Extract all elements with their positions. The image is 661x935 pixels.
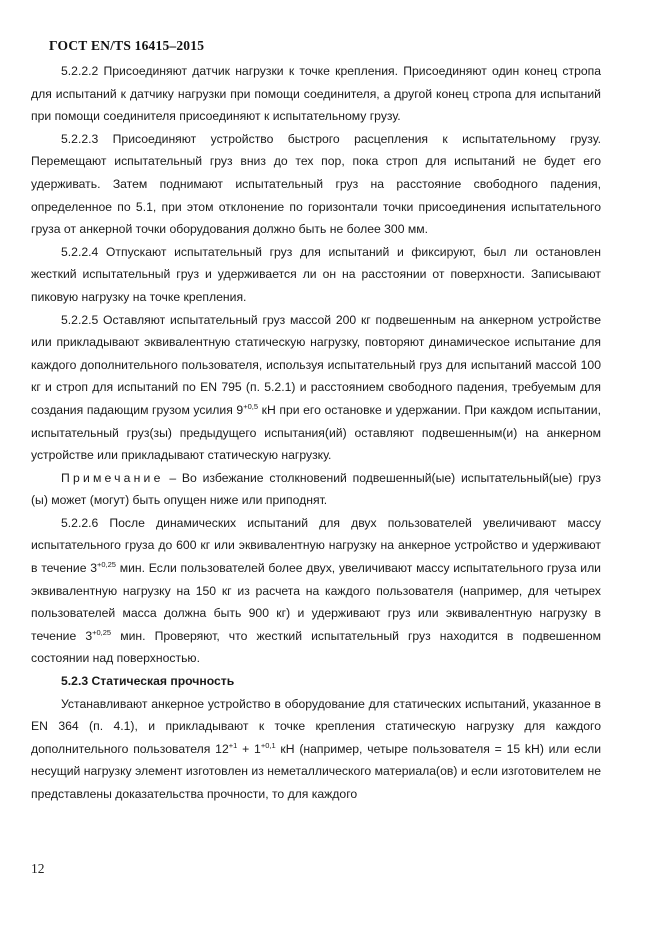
tolerance-superscript: +0,25	[92, 627, 112, 637]
note	[31, 467, 601, 512]
clause-5-2-2-3: 5.2.2.3 Присоединяют устройство быстрого расцепления к испытательному грузу. Перемещают испытательный груз вниз до тех пор, пока строп для испытаний не будет его удерживать. Затем поднимают испытательный груз на расстояние свободного падения, определенное по 5.1, при этом отклонение по горизонтали точки присоединения испытательного груза от анкерной точки оборудования должно быть не более 300 мм.	[31, 131, 601, 237]
note-label: Примечание	[61, 470, 164, 485]
page-number: 12	[31, 861, 45, 876]
section-heading-5-2-3: 5.2.3 Статическая прочность	[61, 674, 235, 689]
clause-text: 5.2.2.6 После динамических испытаний для двух пользователей увеличивают массу испытательного груза до 600 кг или эквивалентную нагрузку на анкерное устройство и удерживают в течение 3	[31, 515, 601, 576]
document-header: ГОСТ EN/TS 16415–2015	[49, 38, 205, 53]
clause-5-2-2-5	[31, 309, 601, 467]
note-text: – Во избежание столкновений подвешенный(ые) испытательный(ые) груз (ы) может (могут) быть опущен ниже или приподнят.	[31, 470, 601, 508]
clause-text: + 1	[237, 741, 261, 756]
tolerance-superscript: +0,5	[243, 401, 259, 411]
clause-text: мин. Проверяют, что жесткий испытательный груз находится в подвешенном состоянии над поверхностью.	[31, 628, 601, 666]
clause-text: кН при его остановке и удержании. При каждом испытании, испытательный груз(зы) предыдущего испытания(ий) оставляют подвешенным(и) на анкерном устройстве или прикладывают статическую нагрузку.	[31, 402, 601, 463]
tolerance-superscript: +0,25	[97, 560, 116, 570]
document-body	[31, 60, 601, 806]
clause-text: Устанавливают анкерное устройство в оборудование для статических испытаний, указанное в EN 364 (п. 4.1), и прикладывают к точке крепления статическую нагрузку для каждого дополнительного пользователя 12	[31, 696, 601, 756]
clause-5-2-2-2: 5.2.2.2 Присоединяют датчик нагрузки к точке крепления. Присоединяют один конец стропа для испытаний к датчику нагрузки при помощи соединителя, а другой конец стропа для испытаний при помощи соединителя присоединяют к испытательному грузу.	[31, 64, 601, 124]
clause-text: кН (например, четыре пользователя = 15 kH) или если несущий нагрузку элемент изготовлен из неметаллического материала(ов) и если изготовителем не представлены доказательства прочности, то для каждого	[31, 741, 602, 801]
clause-5-2-3-text	[31, 693, 601, 806]
clause-text: мин. Если пользователей более двух, увеличивают массу испытательного груза или эквивалентную нагрузку на 150 кг из расчета на каждого пользователя (например, для четырех пользователей масса должна быть 900 кг) и удерживают груз или эквивалентную нагрузку в течение 3	[31, 561, 601, 643]
clause-text: 5.2.2.5 Оставляют испытательный груз массой 200 кг подвешенным на анкерном устройстве или прикладывают эквивалентную статическую нагрузку, повторяют динамическое испытание для каждого дополнительного пользователя, используя испытательный груз для испытаний массой 100 кг и строп для испытаний по EN 795 (п. 5.2.1) и расстоянием свободного падения, требуемым для создания падающим грузом усилия 9	[31, 312, 601, 417]
clause-5-2-2-4: 5.2.2.4 Отпускают испытательный груз для испытаний и фиксируют, был ли остановлен жесткий испытательный груз и удерживается ли он на расстоянии от поверхности. Записывают пиковую нагрузку на точке крепления.	[31, 244, 601, 304]
tolerance-superscript: +0,1	[260, 740, 276, 750]
tolerance-superscript: +1	[228, 740, 238, 750]
clause-5-2-2-6	[31, 512, 601, 670]
